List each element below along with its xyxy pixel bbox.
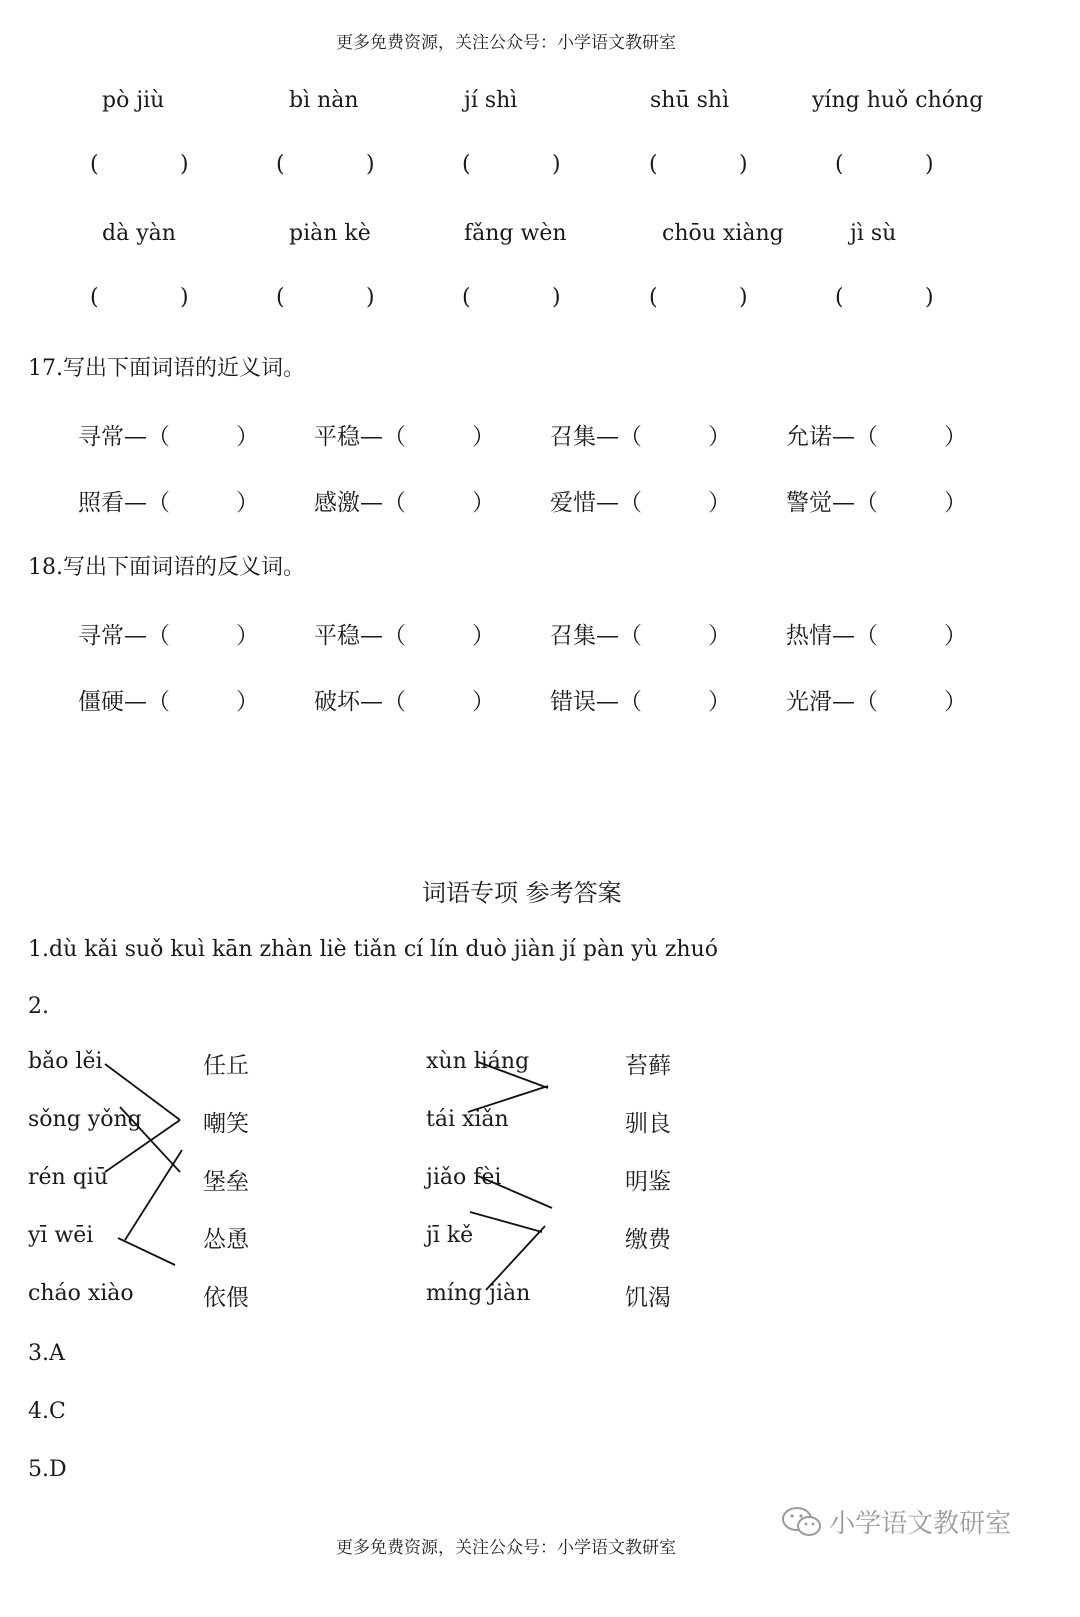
wechat-icon xyxy=(780,1504,824,1540)
antonym-item: 僵硬—（ xyxy=(78,689,170,715)
close-paren: ） xyxy=(944,689,967,715)
answer-paren-open: ( xyxy=(462,152,471,177)
match-word: 明鉴 xyxy=(625,1169,671,1195)
antonym-item: 光滑—（ xyxy=(786,689,878,715)
match-word: 驯良 xyxy=(625,1111,671,1137)
match-word: 苔藓 xyxy=(625,1053,671,1079)
synonym-item: 召集—（ xyxy=(550,424,642,450)
answer-5: 5.D xyxy=(28,1457,67,1482)
close-paren: ） xyxy=(236,424,259,450)
answer-3: 3.A xyxy=(28,1341,65,1366)
antonym-item: 错误—（ xyxy=(550,689,642,715)
answer-paren-close: ) xyxy=(739,152,748,177)
antonym-item: 召集—（ xyxy=(550,623,642,649)
answer-paren-open: ( xyxy=(276,152,285,177)
question-18-heading: 18.写出下面词语的反义词。 xyxy=(28,555,305,580)
answer-paren-open: ( xyxy=(276,285,285,310)
close-paren: ） xyxy=(708,424,731,450)
answer-paren-open: ( xyxy=(90,152,99,177)
match-pinyin: míng jiàn xyxy=(426,1281,531,1306)
answer-paren-close: ) xyxy=(552,285,561,310)
answer-paren-close: ) xyxy=(925,285,934,310)
match-pinyin: xùn liáng xyxy=(426,1049,530,1074)
close-paren: ） xyxy=(944,623,967,649)
close-paren: ） xyxy=(236,689,259,715)
pinyin-item: bì nàn xyxy=(289,88,359,113)
page-header: 更多免费资源，关注公众号：小学语文教研室 xyxy=(336,33,676,53)
match-line xyxy=(478,1062,548,1088)
match-line xyxy=(486,1226,545,1290)
synonym-item: 照看—（ xyxy=(78,490,170,516)
answer-paren-close: ) xyxy=(180,285,189,310)
page-footer: 更多免费资源，关注公众号：小学语文教研室 xyxy=(336,1538,676,1558)
match-line xyxy=(105,1064,180,1120)
close-paren: ） xyxy=(944,424,967,450)
watermark xyxy=(780,1503,1011,1540)
match-line xyxy=(118,1238,175,1265)
antonym-item: 热情—（ xyxy=(786,623,878,649)
close-paren: ） xyxy=(708,623,731,649)
synonym-item: 寻常—（ xyxy=(78,424,170,450)
answer-paren-close: ) xyxy=(739,285,748,310)
match-word: 缴费 xyxy=(625,1227,671,1253)
antonym-item: 平稳—（ xyxy=(314,623,406,649)
answer-paren-close: ) xyxy=(366,285,375,310)
close-paren: ） xyxy=(472,424,495,450)
match-word: 任丘 xyxy=(203,1053,249,1079)
answer-4: 4.C xyxy=(28,1399,66,1424)
match-line xyxy=(125,1150,182,1240)
match-word: 堡垒 xyxy=(203,1169,249,1195)
answer-paren-close: ) xyxy=(925,152,934,177)
watermark-text: 小学语文教研室 xyxy=(829,1509,1012,1539)
pinyin-item: pò jiù xyxy=(102,88,165,113)
match-pinyin: jī kě xyxy=(426,1223,474,1248)
synonym-item: 允诺—（ xyxy=(786,424,878,450)
pinyin-item: piàn kè xyxy=(289,221,371,246)
synonym-item: 感激—（ xyxy=(314,490,406,516)
answer-paren-open: ( xyxy=(649,152,658,177)
synonym-item: 警觉—（ xyxy=(786,490,878,516)
match-word: 饥渴 xyxy=(625,1285,671,1311)
pinyin-item: fǎng wèn xyxy=(464,221,567,246)
synonym-item: 爱惜—（ xyxy=(550,490,642,516)
match-pinyin: rén qiū xyxy=(28,1165,108,1190)
question-17-heading: 17.写出下面词语的近义词。 xyxy=(28,356,305,381)
close-paren: ） xyxy=(708,490,731,516)
answer-paren-close: ) xyxy=(180,152,189,177)
antonym-item: 破坏—（ xyxy=(314,689,406,715)
answer-paren-open: ( xyxy=(835,152,844,177)
match-line xyxy=(470,1212,542,1232)
answer-paren-open: ( xyxy=(649,285,658,310)
match-line xyxy=(478,1176,552,1208)
close-paren: ） xyxy=(708,689,731,715)
match-pinyin: tái xiǎn xyxy=(426,1107,509,1132)
match-pinyin: jiǎo fèi xyxy=(426,1165,502,1190)
match-line xyxy=(120,1107,180,1172)
answer-paren-open: ( xyxy=(835,285,844,310)
pinyin-item: dà yàn xyxy=(102,221,176,246)
close-paren: ） xyxy=(472,689,495,715)
synonym-item: 平稳—（ xyxy=(314,424,406,450)
answer-paren-close: ) xyxy=(552,152,561,177)
match-word: 依偎 xyxy=(203,1285,249,1311)
close-paren: ） xyxy=(236,490,259,516)
answer-1: 1.dù kǎi suǒ kuì kān zhàn liè tiǎn cí lín duò jiàn jí pàn yù zhuó xyxy=(28,937,719,962)
close-paren: ） xyxy=(236,623,259,649)
answer-paren-open: ( xyxy=(462,285,471,310)
antonym-item: 寻常—（ xyxy=(78,623,170,649)
close-paren: ） xyxy=(944,490,967,516)
match-word: 嘲笑 xyxy=(203,1111,249,1137)
pinyin-item: chōu xiàng xyxy=(662,221,784,246)
answer-2-label: 2. xyxy=(28,994,49,1019)
match-pinyin: yī wēi xyxy=(28,1223,94,1248)
match-pinyin: bǎo lěi xyxy=(28,1049,103,1074)
close-paren: ） xyxy=(472,490,495,516)
pinyin-item: jí shì xyxy=(464,88,518,113)
match-line xyxy=(468,1086,548,1112)
answer-paren-close: ) xyxy=(366,152,375,177)
pinyin-item: shū shì xyxy=(650,88,730,113)
pinyin-item: jì sù xyxy=(850,221,897,246)
answer-paren-open: ( xyxy=(90,285,99,310)
match-word: 怂恿 xyxy=(203,1227,249,1253)
close-paren: ） xyxy=(472,623,495,649)
match-pinyin: cháo xiào xyxy=(28,1281,134,1306)
match-line xyxy=(105,1120,180,1172)
match-pinyin: sǒng yǒng xyxy=(28,1107,142,1132)
answers-title: 词语专项 参考答案 xyxy=(422,879,622,907)
pinyin-item: yíng huǒ chóng xyxy=(812,88,984,113)
